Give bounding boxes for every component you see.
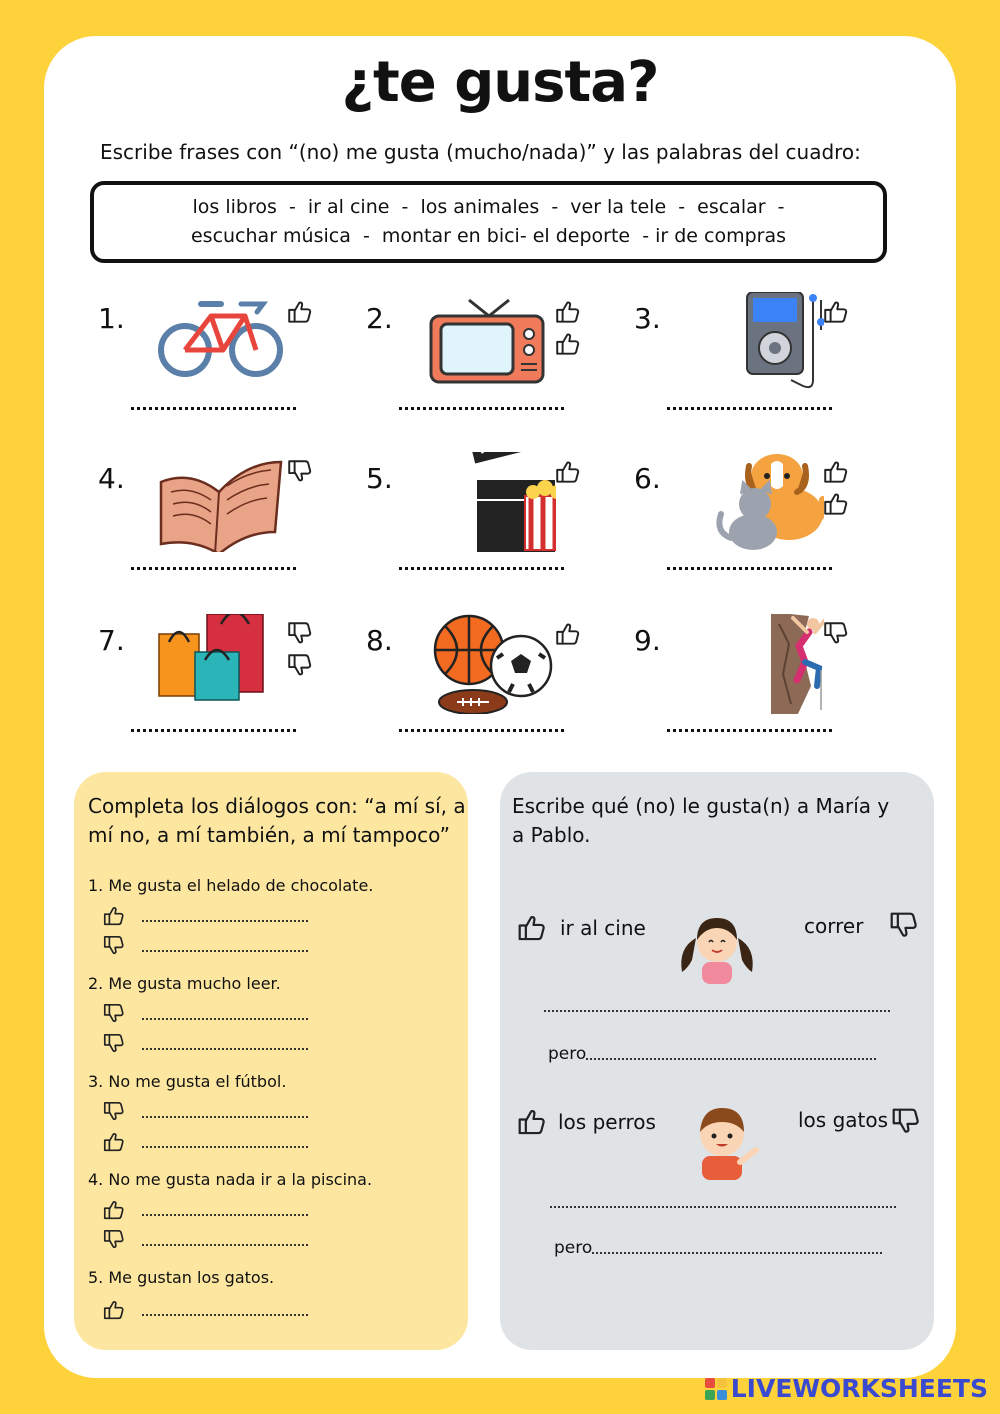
thumbs xyxy=(286,620,316,684)
pablo-answer-line[interactable] xyxy=(550,1206,896,1208)
thumbs-up-icon xyxy=(516,912,548,944)
exercise-item-7 xyxy=(98,614,348,764)
maria-pablo-title xyxy=(512,792,889,850)
thumbs-down-icon xyxy=(286,620,314,648)
question-3: 3. No me gusta el fútbol. xyxy=(88,1072,287,1091)
answer-line[interactable] xyxy=(399,729,564,732)
thumbs xyxy=(822,458,852,522)
exercise-item-4 xyxy=(98,452,348,602)
maria-pablo-title-line-2: a Pablo. xyxy=(512,823,591,847)
girl-avatar xyxy=(676,908,758,988)
answer-line[interactable] xyxy=(142,1018,308,1020)
maria-pablo-panel xyxy=(500,772,934,1350)
pero-label: pero xyxy=(548,1044,587,1064)
exercise-item-5 xyxy=(366,452,616,602)
answer-row xyxy=(102,934,322,960)
pablo-dislike: los gatos xyxy=(798,1108,889,1132)
thumbs-up-icon xyxy=(516,1106,548,1138)
answer-line[interactable] xyxy=(131,567,296,570)
thumbs xyxy=(822,620,852,652)
maria-like: ir al cine xyxy=(560,916,646,940)
thumbs-down-icon xyxy=(102,934,126,958)
item-number: 2. xyxy=(366,302,393,335)
thumbs-up-icon xyxy=(822,490,850,518)
thumbs-up-icon xyxy=(822,298,850,326)
maria-answer-line[interactable] xyxy=(544,1010,890,1012)
thumbs-up-icon xyxy=(102,1298,126,1322)
thumbs-up-icon xyxy=(822,458,850,486)
answer-line[interactable] xyxy=(142,950,308,952)
pablo-like: los perros xyxy=(558,1110,656,1134)
clapperboard-popcorn-icon xyxy=(421,452,556,552)
answer-line[interactable] xyxy=(131,407,296,410)
thumbs xyxy=(554,458,584,490)
bicycle-icon xyxy=(153,292,288,392)
item-number: 9. xyxy=(634,624,661,657)
mp3-player-icon xyxy=(689,292,824,392)
book-icon xyxy=(153,452,288,552)
dialogs-panel xyxy=(74,772,468,1350)
thumbs-up-icon xyxy=(554,620,582,648)
item-number: 6. xyxy=(634,462,661,495)
thumbs-up-icon xyxy=(102,1130,126,1154)
liveworksheets-logo xyxy=(705,1374,988,1403)
logo-grid-icon xyxy=(705,1378,727,1400)
answer-line[interactable] xyxy=(142,1214,308,1216)
word-box xyxy=(90,181,887,263)
answer-line[interactable] xyxy=(399,567,564,570)
item-number: 8. xyxy=(366,624,393,657)
dialogs-title-line-1: Completa los diálogos con: “a mí sí, a xyxy=(88,794,466,818)
item-number: 1. xyxy=(98,302,125,335)
thumbs-up-icon xyxy=(102,1198,126,1222)
dialogs-title-line-2: mí no, a mí también, a mí tampoco” xyxy=(88,823,450,847)
answer-line[interactable] xyxy=(667,729,832,732)
thumbs-down-icon xyxy=(286,458,314,486)
word-box-line-1: los libros - ir al cine - los animales - ver la tele - escalar - xyxy=(192,196,785,218)
pablo-pero-line[interactable] xyxy=(592,1252,882,1254)
thumbs-down-icon xyxy=(822,620,850,648)
question-4: 4. No me gusta nada ir a la piscina. xyxy=(88,1170,373,1189)
sports-balls-icon xyxy=(421,614,556,714)
answer-row xyxy=(102,1198,322,1224)
item-number: 4. xyxy=(98,462,125,495)
answer-line[interactable] xyxy=(142,1116,308,1118)
thumbs-down-icon xyxy=(102,1002,126,1026)
answer-line[interactable] xyxy=(142,1146,308,1148)
item-number: 3. xyxy=(634,302,661,335)
tv-icon xyxy=(421,292,556,392)
answer-line[interactable] xyxy=(142,1244,308,1246)
thumbs-up-icon xyxy=(554,458,582,486)
dog-cat-icon xyxy=(689,452,824,552)
thumbs-up-icon xyxy=(554,330,582,358)
answer-line[interactable] xyxy=(131,729,296,732)
answer-row xyxy=(102,1130,322,1156)
thumbs-down-icon xyxy=(102,1100,126,1124)
maria-pero-line[interactable] xyxy=(586,1058,876,1060)
thumbs-up-icon xyxy=(286,298,314,326)
thumbs-up-icon xyxy=(554,298,582,326)
thumbs xyxy=(554,620,584,652)
answer-line[interactable] xyxy=(399,407,564,410)
exercise-item-8 xyxy=(366,614,616,764)
answer-line[interactable] xyxy=(667,567,832,570)
thumbs-up-icon xyxy=(102,904,126,928)
instruction-text: Escribe frases con “(no) me gusta (mucho/nada)” y las palabras del cuadro: xyxy=(100,140,861,164)
boy-avatar xyxy=(680,1102,768,1182)
exercise-item-6 xyxy=(634,452,884,602)
answer-line[interactable] xyxy=(667,407,832,410)
answer-row xyxy=(102,904,322,930)
thumbs-down-icon xyxy=(890,1106,922,1138)
exercise-item-2 xyxy=(366,292,616,442)
answer-row xyxy=(102,1100,322,1126)
answer-row xyxy=(102,1032,322,1058)
thumbs-down-icon xyxy=(102,1032,126,1056)
climber-icon xyxy=(689,614,824,714)
answer-line[interactable] xyxy=(142,920,308,922)
question-1: 1. Me gusta el helado de chocolate. xyxy=(88,876,374,895)
thumbs-down-icon xyxy=(102,1228,126,1252)
answer-row xyxy=(102,1298,322,1324)
item-number: 5. xyxy=(366,462,393,495)
exercise-item-1 xyxy=(98,292,348,442)
answer-line[interactable] xyxy=(142,1314,308,1316)
dialogs-title xyxy=(88,792,466,850)
exercise-item-9 xyxy=(634,614,884,764)
word-box-line-2: escuchar música - montar en bici- el deporte - ir de compras xyxy=(190,225,787,247)
maria-pablo-title-line-1: Escribe qué (no) le gusta(n) a María y xyxy=(512,794,890,818)
question-2: 2. Me gusta mucho leer. xyxy=(88,974,281,993)
shopping-bags-icon xyxy=(153,614,288,714)
pero-label: pero xyxy=(554,1238,593,1258)
thumbs xyxy=(822,298,852,330)
answer-row xyxy=(102,1002,322,1028)
thumbs-down-icon xyxy=(888,910,920,942)
thumbs xyxy=(286,458,316,490)
thumbs xyxy=(554,298,584,362)
page-title: ¿te gusta? xyxy=(341,50,659,115)
thumbs xyxy=(286,298,316,330)
pablo-pero-row xyxy=(554,1238,882,1258)
item-number: 7. xyxy=(98,624,125,657)
exercise-item-3 xyxy=(634,292,884,442)
brand-name: LIVEWORKSHEETS xyxy=(730,1374,988,1403)
maria-dislike: correr xyxy=(804,914,864,938)
thumbs-down-icon xyxy=(286,652,314,680)
answer-line[interactable] xyxy=(142,1048,308,1050)
answer-row xyxy=(102,1228,322,1254)
question-5: 5. Me gustan los gatos. xyxy=(88,1268,275,1287)
maria-pero-row xyxy=(548,1044,876,1064)
